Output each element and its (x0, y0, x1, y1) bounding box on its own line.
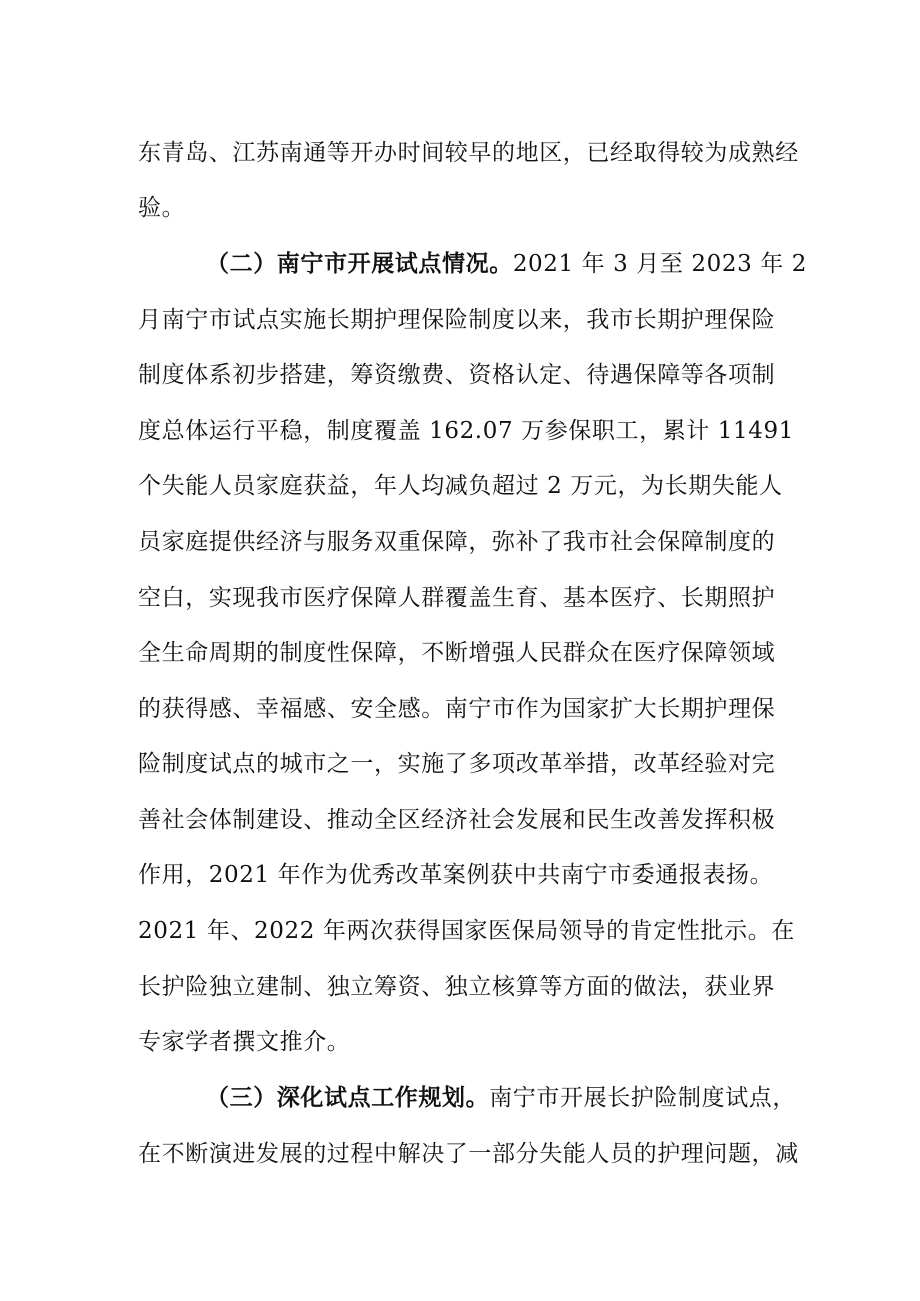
text-line: 全生命周期的制度性保障，不断增强人民群众在医疗保障领域 (138, 640, 776, 666)
section-heading: （三）深化试点工作规划。 (206, 1084, 490, 1111)
text-run: 2021 年 3 月至 2023 年 2 (512, 251, 808, 277)
text-line: 个失能人员家庭获益，年人均减负超过 2 万元，为长期失能人 (138, 473, 783, 499)
paragraph-first-line (206, 1080, 796, 1116)
text-line: 在不断演进发展的过程中解决了一部分失能人员的护理问题，减 (138, 1141, 799, 1167)
text-run: 南宁市开展长护险制度试点， (489, 1085, 797, 1111)
text-line: 2021 年、2022 年两次获得国家医保局领导的肯定性批示。在 (138, 918, 795, 944)
text-line: 验。 (138, 195, 186, 221)
text-line: 善社会体制建设、推动全区经济社会发展和民生改善发挥积极 (138, 807, 776, 833)
text-line: 的获得感、幸福感、安全感。南宁市作为国家扩大长期护理保 (138, 696, 776, 722)
text-line: 长护险独立建制、独立筹资、独立核算等方面的做法，获业界 (138, 974, 776, 1000)
text-line: 制度体系初步搭建，筹资缴费、资格认定、待遇保障等各项制 (138, 362, 776, 388)
text-line: 度总体运行平稳，制度覆盖 162.07 万参保职工，累计 11491 (138, 418, 794, 444)
text-line: 员家庭提供经济与服务双重保障，弥补了我市社会保障制度的 (138, 529, 776, 555)
text-line: 作用，2021 年作为优秀改革案例获中共南宁市委通报表扬。 (138, 862, 774, 888)
text-line: 险制度试点的城市之一，实施了多项改革举措，改革经验对完 (138, 751, 776, 777)
paragraph-first-line (206, 246, 807, 282)
text-line: 东青岛、江苏南通等开办时间较早的地区，已经取得较为成熟经 (138, 140, 799, 166)
text-line: 空白，实现我市医疗保障人群覆盖生育、基本医疗、长期照护 (138, 585, 776, 611)
text-line: 月南宁市试点实施长期护理保险制度以来，我市长期护理保险 (138, 307, 776, 333)
section-heading: （二）南宁市开展试点情况。 (206, 250, 513, 277)
text-line: 专家学者撰文推介。 (138, 1029, 351, 1055)
